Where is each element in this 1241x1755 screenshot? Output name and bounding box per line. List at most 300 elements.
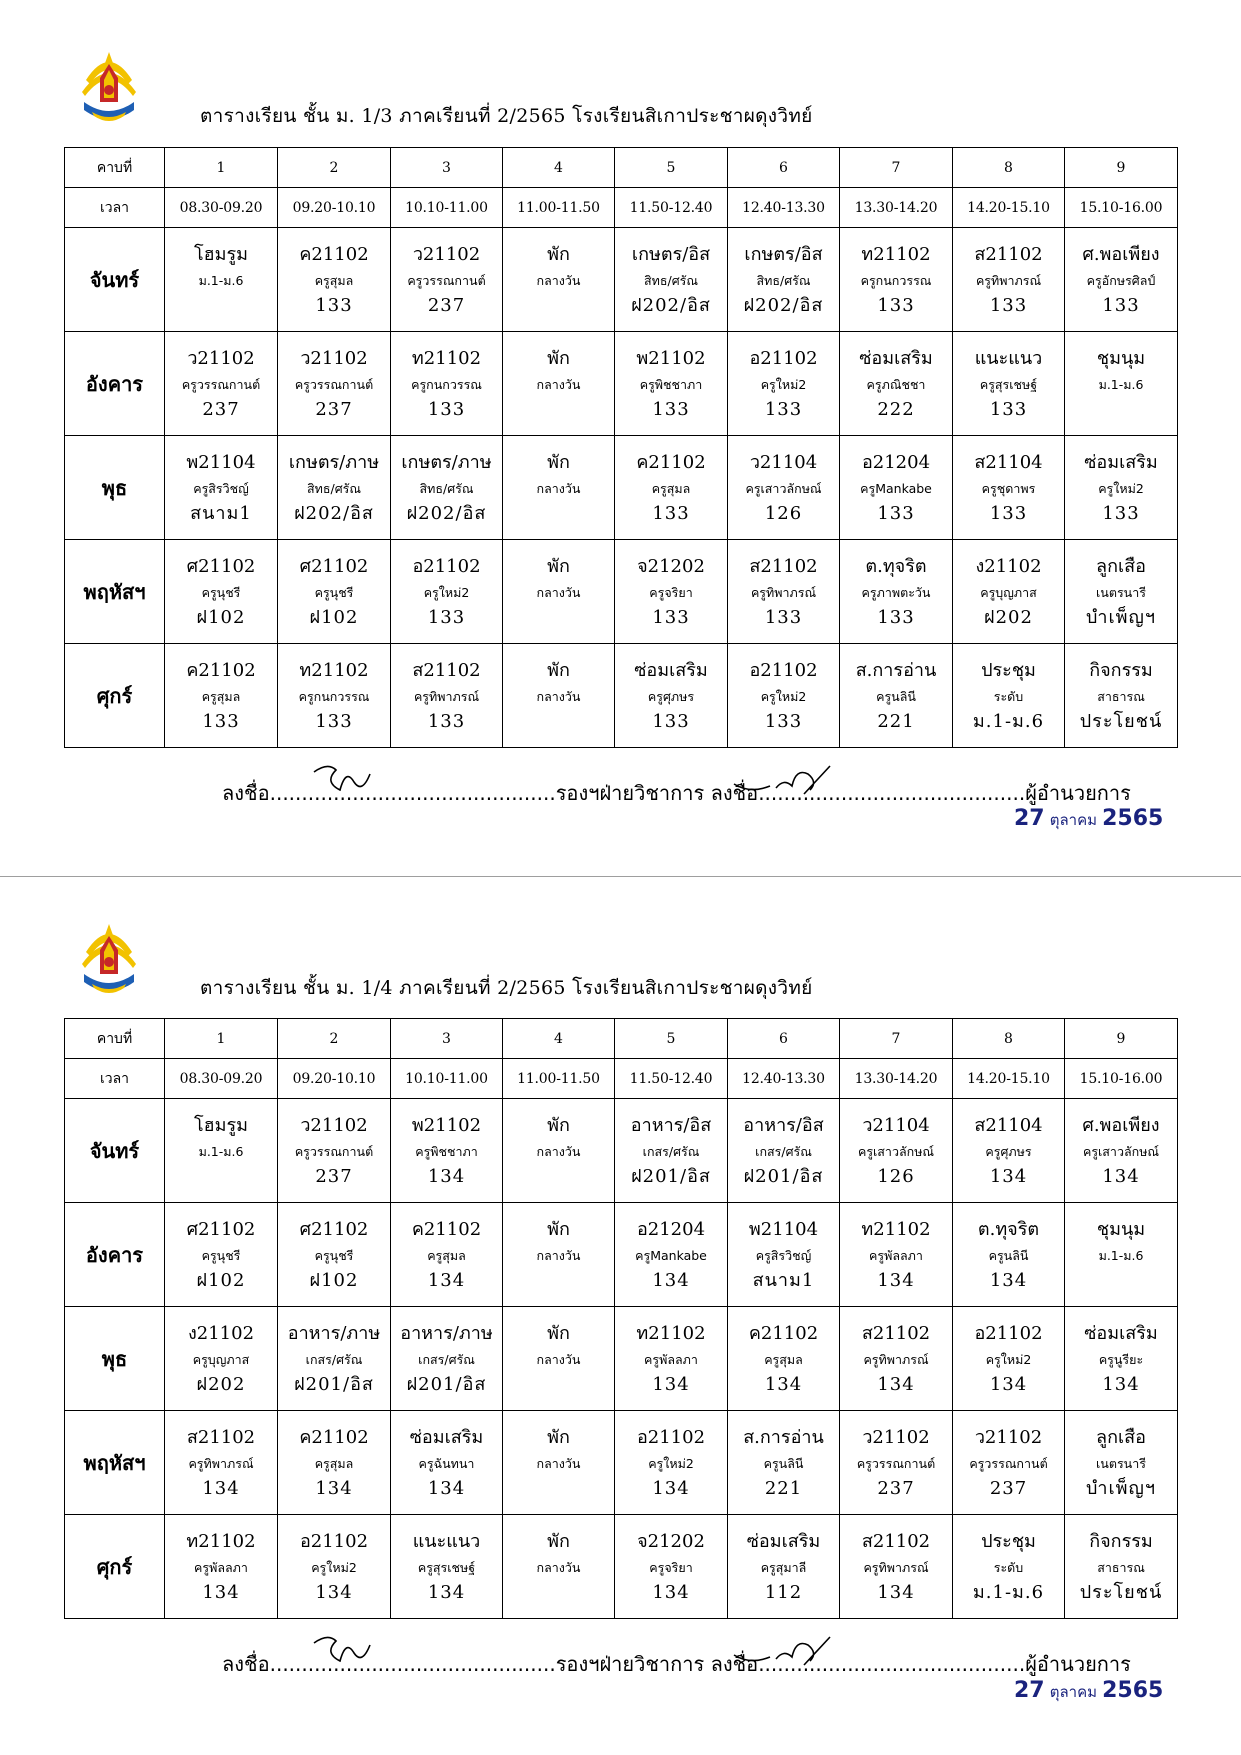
- schedule-cell: [165, 540, 278, 644]
- day-label: พุธ: [65, 1307, 165, 1411]
- teacher-name: เกสร/ศรัณ: [305, 1351, 363, 1367]
- schedule-cell: [615, 1203, 728, 1307]
- subject-code: ค21102: [748, 1322, 819, 1344]
- teacher-name: ครูนุชรี: [201, 584, 241, 600]
- room-number: ฝ202/อิส: [743, 294, 824, 316]
- schedule-cell: [1065, 540, 1178, 644]
- schedule-cell: [503, 332, 615, 436]
- room-number: 134: [315, 1581, 353, 1603]
- subject-code: ซ่อมเสริม: [746, 1530, 821, 1552]
- subject-code: ง21102: [187, 1322, 255, 1344]
- subject-code: ศ21102: [186, 555, 256, 577]
- subject-code: ศ21102: [186, 1218, 256, 1240]
- schedule-cell: [503, 228, 615, 332]
- schedule-cell: [840, 1307, 953, 1411]
- day-label: ศุกร์: [65, 644, 165, 748]
- period-number: 3: [391, 148, 503, 188]
- date-month: ตุลาคม: [1049, 1683, 1097, 1701]
- subject-code: พัก: [547, 1114, 570, 1136]
- schedule-cell: [840, 436, 953, 540]
- teacher-name: ครูใหม่2: [985, 1351, 1032, 1367]
- room-number: ฝ102: [309, 1269, 359, 1291]
- room-number: 133: [764, 398, 803, 420]
- period-time: 10.10-11.00: [391, 188, 503, 228]
- teacher-name: กลางวัน: [536, 272, 581, 288]
- room-number: 221: [764, 1477, 803, 1499]
- subject-code: ศ21102: [299, 1218, 369, 1240]
- room-number: สนาม1: [190, 502, 252, 524]
- teacher-name: ครูวรรณกานต์: [407, 272, 486, 288]
- day-row: [65, 436, 1178, 540]
- date-day: 27: [1014, 806, 1045, 831]
- subject-code: ต.ทุจริต: [977, 1218, 1040, 1240]
- teacher-name: ครูเสาวลักษณ์: [857, 1143, 935, 1159]
- room-number: 237: [427, 294, 466, 316]
- period-number: 6: [728, 1019, 840, 1059]
- teacher-name: ครูนุชรี: [314, 1247, 354, 1263]
- teacher-name: ครูเสาวลักษณ์: [745, 480, 822, 496]
- subject-code: ท21102: [299, 659, 369, 681]
- schedule-cell: [391, 332, 503, 436]
- teacher-name: ครูบุญภาส: [980, 584, 1037, 600]
- schedule-cell: [953, 436, 1065, 540]
- room-number: 133: [652, 398, 690, 420]
- subject-code: เกษตร/ภาษ: [401, 451, 492, 473]
- subject-code: พัก: [547, 347, 570, 369]
- room-number: 134: [989, 1373, 1028, 1395]
- schedule-cell: [1065, 1099, 1178, 1203]
- teacher-name: กลางวัน: [536, 1143, 581, 1159]
- subject-code: กิจกรรม: [1089, 659, 1153, 681]
- subject-code: พัก: [547, 555, 570, 577]
- schedule-cell: [503, 644, 615, 748]
- subject-code: พ21102: [636, 347, 706, 369]
- signature-line: ลงชื่อ.............................................รองฯฝ่ายวิชาการ ลงชื่อ..........................................ผู้อำนวยการ: [222, 1652, 1131, 1676]
- teacher-name: กลางวัน: [536, 1559, 581, 1575]
- schedule-cell: [953, 332, 1065, 436]
- subject-code: ว21102: [412, 243, 481, 265]
- teacher-name: ครูทิพาภรณ์: [863, 1351, 929, 1367]
- day-label: จันทร์: [65, 1099, 165, 1203]
- subject-code: อ21102: [412, 555, 481, 577]
- subject-code: ส21104: [974, 451, 1043, 473]
- teacher-name: ครูMankabe: [635, 1247, 707, 1263]
- schedule-cell: [840, 1203, 953, 1307]
- time-label: เวลา: [65, 1059, 165, 1099]
- subject-code: พ21104: [748, 1218, 819, 1240]
- teacher-name: กลางวัน: [536, 1247, 581, 1263]
- teacher-name: เนตรนารี: [1096, 584, 1146, 600]
- teacher-name: เนตรนารี: [1096, 1455, 1146, 1471]
- subject-code: แนะแนว: [412, 1530, 481, 1552]
- period-number: 2: [278, 148, 391, 188]
- subject-code: ค21102: [411, 1218, 482, 1240]
- teacher-name: ครูสุมล: [314, 272, 354, 288]
- teacher-name: สิทธ/ศรัณ: [756, 272, 811, 288]
- teacher-name: ครูพัลลภา: [194, 1559, 248, 1575]
- subject-code: ว21102: [187, 347, 255, 369]
- schedule-cell: [728, 1203, 840, 1307]
- subject-code: อ21102: [974, 1322, 1043, 1344]
- teacher-name: ม.1-ม.6: [1098, 1247, 1144, 1263]
- room-number: 237: [202, 398, 240, 420]
- teacher-name: ครูพัลลภา: [644, 1351, 698, 1367]
- teacher-name: ครูใหม่2: [760, 688, 807, 704]
- period-number: 7: [840, 148, 953, 188]
- page-divider: [0, 876, 1241, 877]
- schedule-cell: [278, 228, 391, 332]
- room-number: 134: [877, 1581, 915, 1603]
- subject-code: แนะแนว: [974, 347, 1043, 369]
- subject-code: ส.การอ่าน: [855, 659, 937, 681]
- teacher-name: ครูกนกวรรณ: [298, 688, 370, 704]
- room-number: ฝ201/อิส: [743, 1165, 824, 1187]
- subject-code: ค21102: [299, 1426, 369, 1448]
- subject-code: อ21204: [636, 1218, 706, 1240]
- period-time: 08.30-09.20: [165, 188, 278, 228]
- school-emblem-icon: [78, 922, 140, 1004]
- schedule-cell: [615, 1307, 728, 1411]
- subject-code: ส21102: [861, 1322, 931, 1344]
- period-time: 13.30-14.20: [840, 1059, 953, 1099]
- teacher-name: ครูใหม่2: [1098, 480, 1144, 496]
- room-number: 237: [315, 1165, 353, 1187]
- room-number: 134: [764, 1373, 803, 1395]
- teacher-name: ครูใหม่2: [311, 1559, 357, 1575]
- day-rows: [65, 228, 1178, 748]
- schedule-cell: [615, 1099, 728, 1203]
- schedule-title: ตารางเรียน ชั้น ม. 1/4 ภาคเรียนที่ 2/2565 โรงเรียนสิเกาประชาผดุงวิทย์: [200, 977, 813, 999]
- room-number: [503, 1476, 614, 1502]
- room-number: 237: [989, 1477, 1028, 1499]
- schedule-cell: [840, 644, 953, 748]
- room-number: 133: [1102, 502, 1140, 524]
- schedule-cell: [728, 1099, 840, 1203]
- subject-code: อ21102: [636, 1426, 706, 1448]
- date-year: 2565: [1102, 1678, 1164, 1703]
- room-number: 134: [202, 1581, 240, 1603]
- subject-code: จ21202: [637, 1530, 705, 1552]
- signature-mark: [730, 1631, 840, 1671]
- subject-code: จ21202: [637, 555, 705, 577]
- teacher-name: ครูพิชชาภา: [639, 376, 703, 392]
- room-number: [503, 293, 614, 319]
- subject-code: เกษตร/ภาษ: [288, 451, 380, 473]
- day-row: [65, 1203, 1178, 1307]
- room-number: ฝ102: [196, 1269, 246, 1291]
- teacher-name: ม.1-ม.6: [198, 272, 244, 288]
- schedule-cell: [728, 1411, 840, 1515]
- schedule-cell: [278, 644, 391, 748]
- room-number: 134: [1102, 1165, 1140, 1187]
- subject-code: ท21102: [186, 1530, 256, 1552]
- schedule-cell: [953, 1203, 1065, 1307]
- teacher-name: ครูกนกวรรณ: [860, 272, 932, 288]
- schedule-cell: [953, 228, 1065, 332]
- subject-code: ส21102: [186, 1426, 256, 1448]
- teacher-name: สิทธ/ศรัณ: [307, 480, 361, 496]
- room-number: ฝ102: [309, 606, 359, 628]
- schedule-cell: [615, 436, 728, 540]
- teacher-name: สิทธ/ศรัณ: [419, 480, 474, 496]
- subject-code: ค21102: [186, 659, 256, 681]
- schedule-cell: [1065, 436, 1178, 540]
- teacher-name: กลางวัน: [536, 376, 581, 392]
- teacher-name: ครูเสาวลักษณ์: [1082, 1143, 1160, 1159]
- teacher-name: เกสร/ศรัณ: [418, 1351, 475, 1367]
- room-number: [1065, 397, 1177, 423]
- subject-code: ง21102: [975, 555, 1042, 577]
- subject-code: ซ่อมเสริม: [634, 659, 708, 681]
- room-number: 134: [427, 1165, 466, 1187]
- teacher-name: ครูภาพตะวัน: [861, 584, 931, 600]
- room-number: ประโยชน์: [1079, 710, 1163, 732]
- subject-code: พัก: [547, 1426, 570, 1448]
- schedule-cell: [165, 1307, 278, 1411]
- schedule-cell: [840, 1515, 953, 1619]
- schedule-cell: [1065, 1307, 1178, 1411]
- room-number: 134: [652, 1373, 690, 1395]
- schedule-cell: [165, 644, 278, 748]
- room-number: 133: [652, 502, 690, 524]
- schedule-cell: [503, 1411, 615, 1515]
- period-number: 1: [165, 1019, 278, 1059]
- room-number: 134: [1102, 1373, 1140, 1395]
- period-number: 8: [953, 1019, 1065, 1059]
- subject-code: ซ่อมเสริม: [409, 1426, 484, 1448]
- teacher-name: ครูนลินี: [988, 1247, 1029, 1263]
- room-number: สนาม1: [752, 1269, 815, 1291]
- room-number: 133: [877, 294, 915, 316]
- schedule-cell: [953, 1099, 1065, 1203]
- subject-code: เกษตร/อิส: [744, 243, 823, 265]
- room-number: ฝ201/อิส: [631, 1165, 711, 1187]
- subject-code: ส21102: [974, 243, 1043, 265]
- day-row: [65, 1099, 1178, 1203]
- subject-code: ส21104: [974, 1114, 1043, 1136]
- schedule-cell: [391, 1203, 503, 1307]
- schedule-cell: [840, 1099, 953, 1203]
- teacher-name: ครูทิพาภรณ์: [413, 688, 480, 704]
- schedule-cell: [165, 1515, 278, 1619]
- day-rows: [65, 1099, 1178, 1619]
- teacher-name: ครูศุภษร: [985, 1143, 1032, 1159]
- subject-code: ว21102: [300, 347, 368, 369]
- subject-code: อ21204: [861, 451, 931, 473]
- period-number: 9: [1065, 1019, 1178, 1059]
- room-number: 134: [315, 1477, 353, 1499]
- teacher-name: ครูทิพาภรณ์: [975, 272, 1042, 288]
- room-number: 133: [652, 710, 690, 732]
- schedule-cell: [391, 540, 503, 644]
- room-number: [503, 1580, 614, 1606]
- subject-code: พัก: [547, 1218, 570, 1240]
- subject-code: พัก: [547, 1530, 570, 1552]
- schedule-cell: [615, 644, 728, 748]
- period-number: 5: [615, 1019, 728, 1059]
- teacher-name: ครูทิพาภรณ์: [188, 1455, 254, 1471]
- subject-code: พ21104: [186, 451, 256, 473]
- teacher-name: ครูสุมล: [764, 1351, 803, 1367]
- period-number: 7: [840, 1019, 953, 1059]
- period-number: 1: [165, 148, 278, 188]
- subject-code: อาหาร/ภาษ: [400, 1322, 493, 1344]
- schedule-cell: [615, 540, 728, 644]
- schedule-cell: [953, 644, 1065, 748]
- period-number: 4: [503, 148, 615, 188]
- schedule-cell: [840, 540, 953, 644]
- schedule-cell: [728, 1515, 840, 1619]
- subject-code: กิจกรรม: [1089, 1530, 1153, 1552]
- room-number: 133: [427, 398, 466, 420]
- room-number: 133: [652, 606, 690, 628]
- schedule-cell: [840, 228, 953, 332]
- room-number: ประโยชน์: [1079, 1581, 1163, 1603]
- room-number: 112: [764, 1581, 803, 1603]
- schedule-cell: [165, 1099, 278, 1203]
- day-row: [65, 1411, 1178, 1515]
- subject-code: ท21102: [411, 347, 482, 369]
- schedule-cell: [840, 332, 953, 436]
- teacher-name: ครูกนกวรรณ: [411, 376, 482, 392]
- room-number: ฝ202/อิส: [294, 502, 374, 524]
- schedule-cell: [278, 1515, 391, 1619]
- subject-code: ท21102: [861, 243, 931, 265]
- room-number: [165, 1164, 277, 1190]
- subject-code: ลูกเสือ: [1096, 555, 1146, 577]
- schedule-cell: [728, 644, 840, 748]
- schedule-cell: [391, 228, 503, 332]
- room-number: ฝ202: [984, 606, 1033, 628]
- subject-code: ว21102: [974, 1426, 1043, 1448]
- subject-code: พัก: [547, 1322, 570, 1344]
- room-number: 134: [427, 1581, 466, 1603]
- room-number: 134: [652, 1581, 690, 1603]
- schedule-cell: [1065, 332, 1178, 436]
- day-label: พฤหัสฯ: [65, 540, 165, 644]
- teacher-name: ครูนูรียะ: [1098, 1351, 1144, 1367]
- schedule-cell: [391, 1515, 503, 1619]
- period-time: 08.30-09.20: [165, 1059, 278, 1099]
- room-number: 133: [427, 606, 466, 628]
- room-number: 133: [764, 710, 803, 732]
- schedule-cell: [1065, 1515, 1178, 1619]
- teacher-name: ครูใหม่2: [648, 1455, 694, 1471]
- schedule-cell: [615, 1411, 728, 1515]
- subject-code: พัก: [547, 243, 570, 265]
- schedule-cell: [391, 1307, 503, 1411]
- period-time: 12.40-13.30: [728, 188, 840, 228]
- room-number: [165, 293, 277, 319]
- teacher-name: กลางวัน: [536, 1351, 581, 1367]
- room-number: 133: [989, 398, 1028, 420]
- schedule-cell: [728, 436, 840, 540]
- room-number: ฝ202: [196, 1373, 246, 1395]
- schedule-cell: [1065, 1411, 1178, 1515]
- time-header-row: [65, 188, 1178, 228]
- subject-code: ซ่อมเสริม: [1084, 451, 1158, 473]
- subject-code: ส21102: [749, 555, 818, 577]
- subject-code: ศ.พอเพียง: [1082, 1114, 1160, 1136]
- teacher-name: ครูMankabe: [860, 480, 932, 496]
- schedule-cell: [391, 1099, 503, 1203]
- schedule-cell: [391, 644, 503, 748]
- subject-code: พัก: [547, 451, 570, 473]
- teacher-name: ครูวรรณกานต์: [856, 1455, 936, 1471]
- period-header-row: [65, 1019, 1178, 1059]
- time-header-row: [65, 1059, 1178, 1099]
- day-label: อังคาร: [65, 1203, 165, 1307]
- teacher-name: ครูสิรวิชญ์: [193, 480, 249, 496]
- issue-date: [1014, 1678, 1163, 1704]
- teacher-name: ระดับ: [993, 1559, 1024, 1575]
- teacher-name: ครูสุมล: [314, 1455, 354, 1471]
- period-number: 6: [728, 148, 840, 188]
- subject-code: อาหาร/อิส: [743, 1114, 824, 1136]
- room-number: 133: [315, 294, 353, 316]
- teacher-name: ครูวรรณกานต์: [181, 376, 261, 392]
- schedule-cell: [1065, 1203, 1178, 1307]
- period-time: 11.00-11.50: [503, 1059, 615, 1099]
- room-number: 237: [315, 398, 353, 420]
- subject-code: ชุมนุม: [1096, 347, 1146, 369]
- period-number: 9: [1065, 148, 1178, 188]
- teacher-name: เกสร/ศรัณ: [642, 1143, 700, 1159]
- schedule-cell: [278, 1307, 391, 1411]
- period-time: 14.20-15.10: [953, 188, 1065, 228]
- room-number: 134: [989, 1165, 1028, 1187]
- subject-code: ประชุม: [981, 1530, 1036, 1552]
- period-number: 4: [503, 1019, 615, 1059]
- teacher-name: สาธารณ: [1097, 688, 1145, 704]
- subject-code: ซ่อมเสริม: [1084, 1322, 1158, 1344]
- subject-code: ชุมนุม: [1096, 1218, 1146, 1240]
- room-number: 134: [989, 1269, 1028, 1291]
- time-label: เวลา: [65, 188, 165, 228]
- subject-code: ส21102: [412, 659, 481, 681]
- period-time: 14.20-15.10: [953, 1059, 1065, 1099]
- teacher-name: เกสร/ศรัณ: [755, 1143, 812, 1159]
- teacher-name: ระดับ: [993, 688, 1024, 704]
- room-number: ม.1-ม.6: [972, 710, 1045, 732]
- subject-code: เกษตร/อิส: [631, 243, 711, 265]
- schedule-cell: [503, 436, 615, 540]
- period-number: 8: [953, 148, 1065, 188]
- room-number: [503, 501, 614, 527]
- teacher-name: ครูใหม่2: [760, 376, 807, 392]
- schedule-cell: [165, 1411, 278, 1515]
- room-number: ฝ202/อิส: [406, 502, 487, 524]
- room-number: 221: [877, 710, 915, 732]
- period-number: 5: [615, 148, 728, 188]
- room-number: 133: [989, 502, 1028, 524]
- teacher-name: ครูอักษรศิลป์: [1086, 272, 1156, 288]
- schedule-cell: [728, 540, 840, 644]
- room-number: [503, 709, 614, 735]
- period-number: 2: [278, 1019, 391, 1059]
- period-time: 11.50-12.40: [615, 188, 728, 228]
- teacher-name: ม.1-ม.6: [1098, 376, 1144, 392]
- room-number: 134: [877, 1373, 915, 1395]
- teacher-name: กลางวัน: [536, 584, 581, 600]
- signature-line: ลงชื่อ.............................................รองฯฝ่ายวิชาการ ลงชื่อ..........................................ผู้อำนวยการ: [222, 781, 1131, 805]
- period-time: 09.20-10.10: [278, 1059, 391, 1099]
- schedule-cell: [165, 332, 278, 436]
- schedule-cell: [278, 436, 391, 540]
- subject-code: ค21102: [299, 243, 369, 265]
- teacher-name: ครูนลินี: [763, 1455, 804, 1471]
- room-number: 133: [1102, 294, 1140, 316]
